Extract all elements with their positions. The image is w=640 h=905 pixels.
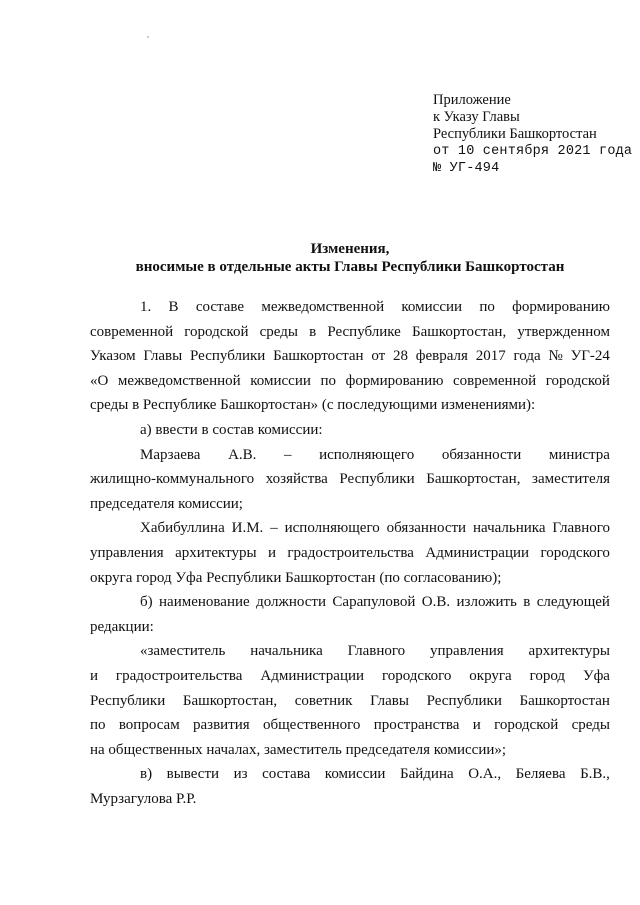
header-line-to-decree: к Указу Главы [433,109,520,125]
paragraph-line: и градостроительства Администрации городского округа город Уфа [90,667,610,684]
paragraph-line: б) наименование должности Сарапуловой О.В. изложить в следующей [140,594,610,611]
paragraph-line: 1. В составе межведомственной комиссии по формированию [140,299,610,315]
header-line-appendix: Приложение [433,92,511,108]
paragraph-line: «О межведомственной комиссии по формированию современной городской [90,372,610,389]
title-line-2: вносимые в отдельные акты Главы Республики Башкортостан [135,259,565,275]
paragraph-line: округа город Уфа Республики Башкортостан (по согласованию); [90,569,502,586]
paragraph-line: председателя комиссии; [90,495,243,512]
paragraph-6 [90,639,610,762]
paragraph-line: на общественных началах, заместитель председателя комиссии»; [90,741,507,758]
document-body [90,295,610,811]
document-title [60,240,640,276]
paragraph-line: «заместитель начальника Главного управления архитектуры [140,643,610,660]
paragraph-line: редакции: [90,618,154,635]
scan-speck [147,36,149,38]
paragraph-line: по вопросам развития общественного пространства и городской среды [90,717,610,734]
paragraph-line: Республики Башкортостан, советник Главы Республики Башкортостан [90,692,610,709]
paragraph-3 [90,443,610,517]
paragraph-2 [90,418,610,443]
paragraph-line: жилищно-коммунального хозяйства Республики Башкортостан, заместителя [90,471,610,488]
paragraph-line: а) ввести в состав комиссии: [140,421,323,438]
paragraph-7 [90,762,610,811]
header-line-date: от 10 сентября 2021 года [433,144,633,159]
paragraph-line: управления архитектуры и градостроительства Администрации городского [90,544,610,561]
paragraph-line: современной городской среды в Республике Башкортостан, утвержденном [90,323,610,340]
header-line-number: № УГ-494 [433,161,500,176]
appendix-header [433,92,633,177]
header-line-republic: Республики Башкортостан [433,126,597,142]
paragraph-line: в) вывести из состава комиссии Байдина О.А., Беляева Б.В., [140,766,610,783]
paragraph-line: среды в Республике Башкортостан» (с последующими изменениями): [90,397,536,414]
paragraph-5 [90,590,610,639]
paragraph-4 [90,516,610,590]
paragraph-1 [90,295,610,418]
paragraph-line: Мурзагулова Р.Р. [90,790,197,807]
title-line-1: Изменения, [310,241,390,257]
paragraph-line: Хабибуллина И.М. – исполняющего обязанности начальника Главного [140,520,610,537]
paragraph-line: Марзаева А.В. – исполняющего обязанности министра [140,446,610,463]
paragraph-line: Указом Главы Республики Башкортостан от 28 февраля 2017 года № УГ-24 [90,348,610,365]
